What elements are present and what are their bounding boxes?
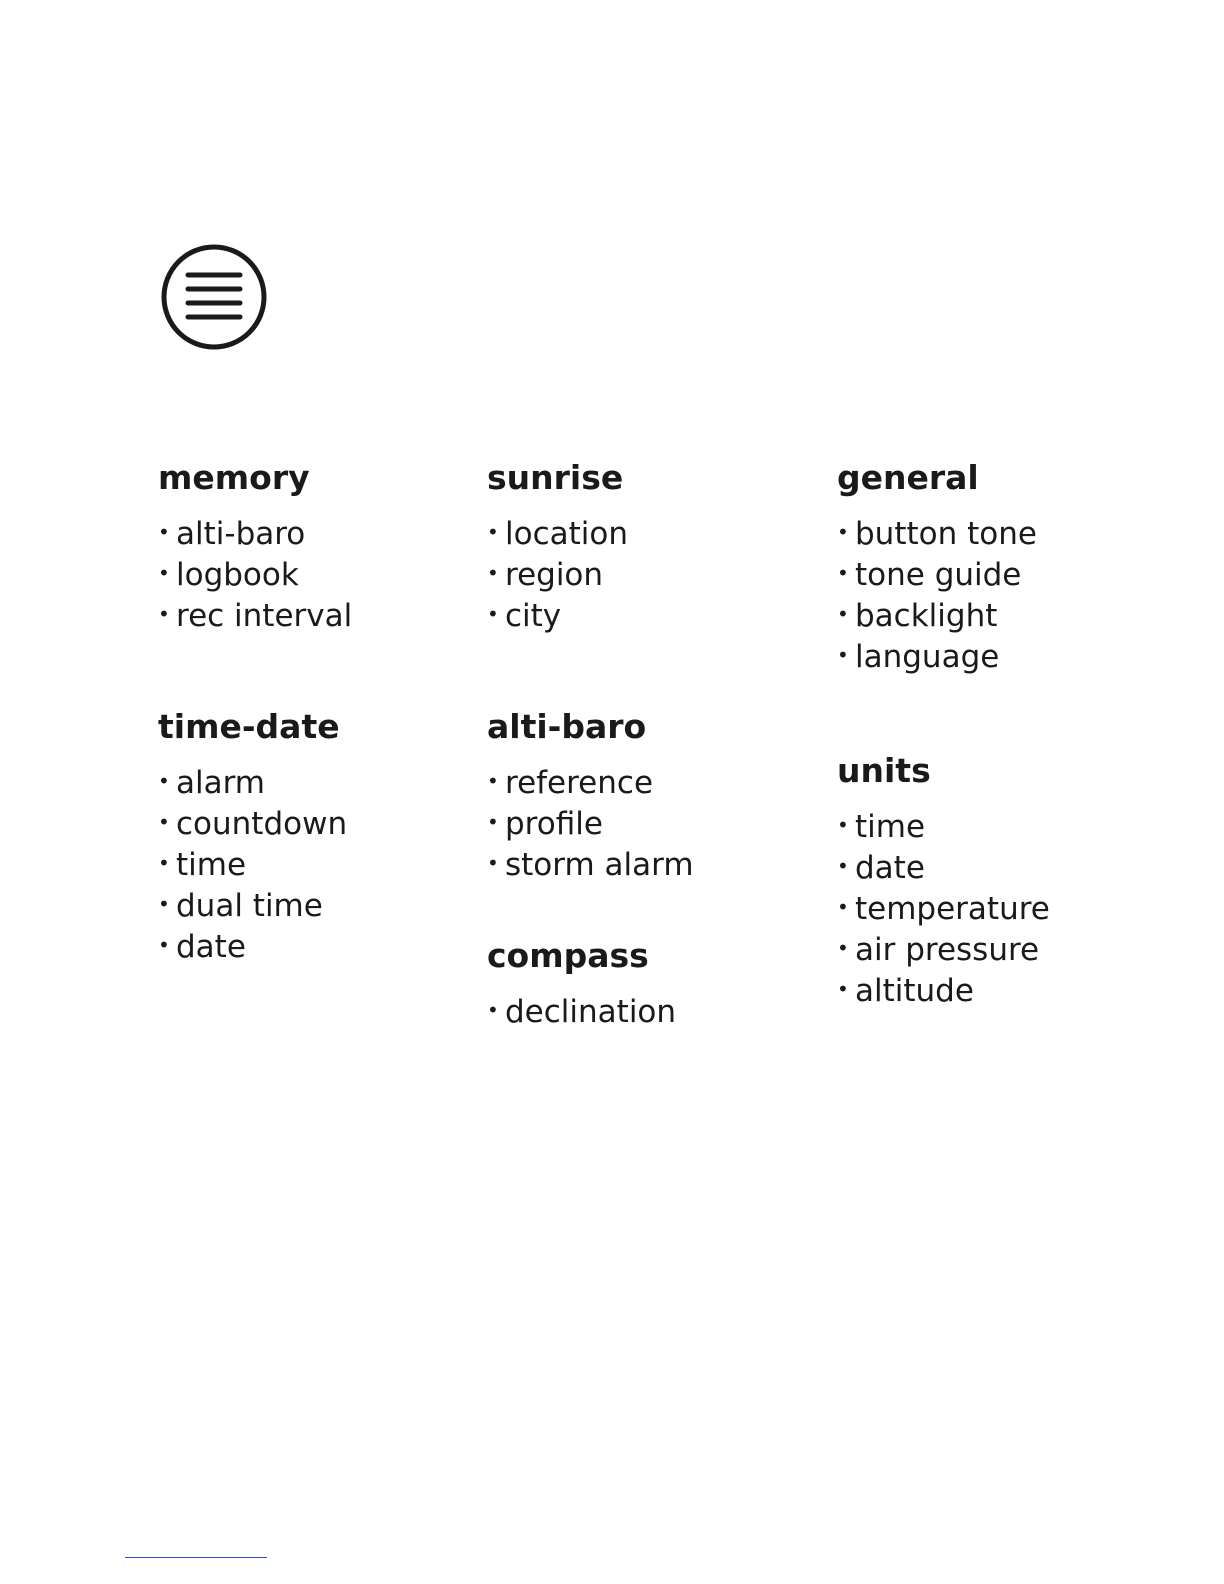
bullet-icon: •: [158, 851, 170, 875]
bullet-icon: •: [837, 643, 849, 667]
section-title: memory: [158, 458, 310, 497]
list-item-label: alarm: [176, 765, 266, 801]
bullet-icon: •: [487, 810, 499, 834]
list-item-label: logbook: [176, 557, 299, 593]
list-item: [158, 761, 347, 802]
list-item-label: city: [505, 598, 562, 634]
list-item: [837, 846, 1050, 887]
section-title: time-date: [158, 707, 340, 746]
list-item-label: storm alarm: [505, 847, 694, 883]
section-list: [487, 512, 628, 635]
bullet-icon: •: [487, 602, 499, 626]
list-item: [158, 802, 347, 843]
section-memory: [158, 458, 352, 635]
list-item: [487, 990, 676, 1031]
bullet-icon: •: [158, 769, 170, 793]
list-item-label: dual time: [176, 888, 323, 924]
bullet-icon: •: [158, 520, 170, 544]
list-item: [837, 635, 1037, 676]
list-item-label: rec interval: [176, 598, 353, 634]
section-title: units: [837, 751, 931, 790]
bullet-icon: •: [837, 561, 849, 585]
list-item-label: reference: [505, 765, 654, 801]
section-compass: [487, 936, 676, 1031]
list-item-label: date: [855, 850, 925, 886]
section-list: [158, 512, 352, 635]
list-item-label: location: [505, 516, 629, 552]
list-item: [487, 553, 628, 594]
list-item: [487, 802, 694, 843]
list-item: [158, 553, 352, 594]
section-alti-baro: [487, 707, 694, 884]
section-time-date: [158, 707, 347, 966]
bullet-icon: •: [487, 769, 499, 793]
list-item-label: time: [855, 809, 926, 845]
section-list: [158, 761, 347, 966]
section-list: [837, 805, 1050, 1010]
bullet-icon: •: [487, 561, 499, 585]
bullet-icon: •: [837, 813, 849, 837]
section-title: general: [837, 458, 979, 497]
list-item-label: alti-baro: [176, 516, 306, 552]
list-item: [837, 805, 1050, 846]
bullet-icon: •: [837, 977, 849, 1001]
list-item: [158, 884, 347, 925]
section-list: [487, 990, 676, 1031]
list-item: [158, 512, 352, 553]
list-item-label: time: [176, 847, 247, 883]
list-item: [487, 761, 694, 802]
list-item-label: button tone: [855, 516, 1037, 552]
bullet-icon: •: [837, 854, 849, 878]
list-item: [487, 594, 628, 635]
section-units: [837, 751, 1050, 1010]
list-item-label: countdown: [176, 806, 348, 842]
bullet-icon: •: [158, 933, 170, 957]
list-item: [158, 594, 352, 635]
list-item: [158, 843, 347, 884]
list-item: [487, 843, 694, 884]
section-general: [837, 458, 1037, 676]
list-item: [837, 512, 1037, 553]
bullet-icon: •: [837, 602, 849, 626]
section-list: [837, 512, 1037, 676]
list-item-label: language: [855, 639, 1000, 675]
section-title: sunrise: [487, 458, 624, 497]
list-item: [837, 887, 1050, 928]
bullet-icon: •: [837, 936, 849, 960]
list-item-label: temperature: [855, 891, 1050, 927]
list-item-label: date: [176, 929, 246, 965]
bullet-icon: •: [837, 520, 849, 544]
list-item-label: air pressure: [855, 932, 1040, 968]
bullet-icon: •: [158, 892, 170, 916]
section-list: [487, 761, 694, 884]
list-item-label: profile: [505, 806, 603, 842]
bullet-icon: •: [158, 602, 170, 626]
list-item-label: altitude: [855, 973, 974, 1009]
section-sunrise: [487, 458, 628, 635]
list-item: [837, 594, 1037, 635]
section-title: compass: [487, 936, 649, 975]
list-item: [158, 925, 347, 966]
bullet-icon: •: [158, 810, 170, 834]
footer-divider: [125, 1557, 267, 1558]
list-item-label: backlight: [855, 598, 998, 634]
menu-icon: [160, 243, 268, 351]
bullet-icon: •: [487, 851, 499, 875]
bullet-icon: •: [487, 998, 499, 1022]
list-item: [487, 512, 628, 553]
list-item-label: declination: [505, 994, 677, 1030]
bullet-icon: •: [158, 561, 170, 585]
list-item-label: tone guide: [855, 557, 1022, 593]
list-item-label: region: [505, 557, 604, 593]
list-item: [837, 928, 1050, 969]
bullet-icon: •: [837, 895, 849, 919]
section-title: alti-baro: [487, 707, 647, 746]
list-item: [837, 969, 1050, 1010]
bullet-icon: •: [487, 520, 499, 544]
list-item: [837, 553, 1037, 594]
